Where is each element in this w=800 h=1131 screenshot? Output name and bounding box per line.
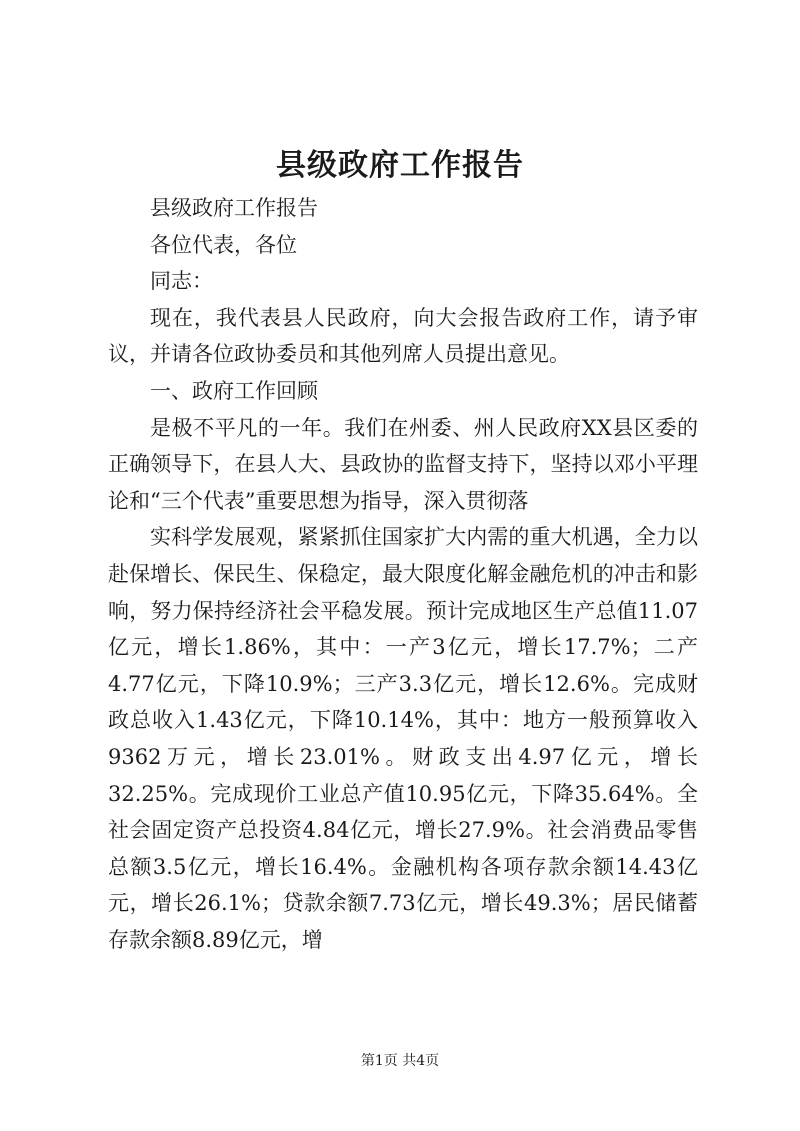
paragraph: 同志： [150,269,213,294]
paragraph: 是极不平凡的一年。我们在州委、州人民政府XX县区委的正确领导下，在县人大、县政协的监督支持下，坚持以邓小平理论和“三个代表”重要思想为指导，深入贯彻落 [108,415,698,513]
section-heading: 一、政府工作回顾 [150,378,318,403]
paragraph: 县级政府工作报告 [150,196,318,220]
paragraph: 现在，我代表县人民政府，向大会报告政府工作，请予审议，并请各位政协委员和其他列席人员提出意见。 [108,305,698,367]
paragraph: 各位代表，各位 [150,232,297,257]
document-title: 县级政府工作报告 [276,148,524,183]
document-body [108,190,698,958]
page-footer: 第1页 共4页 [360,1053,440,1069]
paragraph: 实科学发展观，紧紧抓住国家扩大内需的重大机遇，全力以赴保增长、保民生、保稳定，最大限度化解金融危机的冲击和影响，努力保持经济社会平稳发展。预计完成地区生产总值11.07亿元，增长1.86%，其中：一产3亿元，增长17.7%；二产4.77亿元，下降10.9%；三产3.3亿元，增长12.6%。完成财政总收入1.43亿元，下降10.14%，其中：地方一般预算收入9362万元，增长23.01%。财政支出4.97亿元，增长32.25%。完成现价工业总产值10.95亿元，下降35.64%。全社会固定资产总投资4.84亿元，增长27.9%。社会消费品零售总额3.5亿元，增长16.4%。金融机构各项存款余额14.43亿元，增长26.1%；贷款余额7.73亿元，增长49.3%；居民储蓄存款余额8.89亿元，增 [108,525,698,952]
